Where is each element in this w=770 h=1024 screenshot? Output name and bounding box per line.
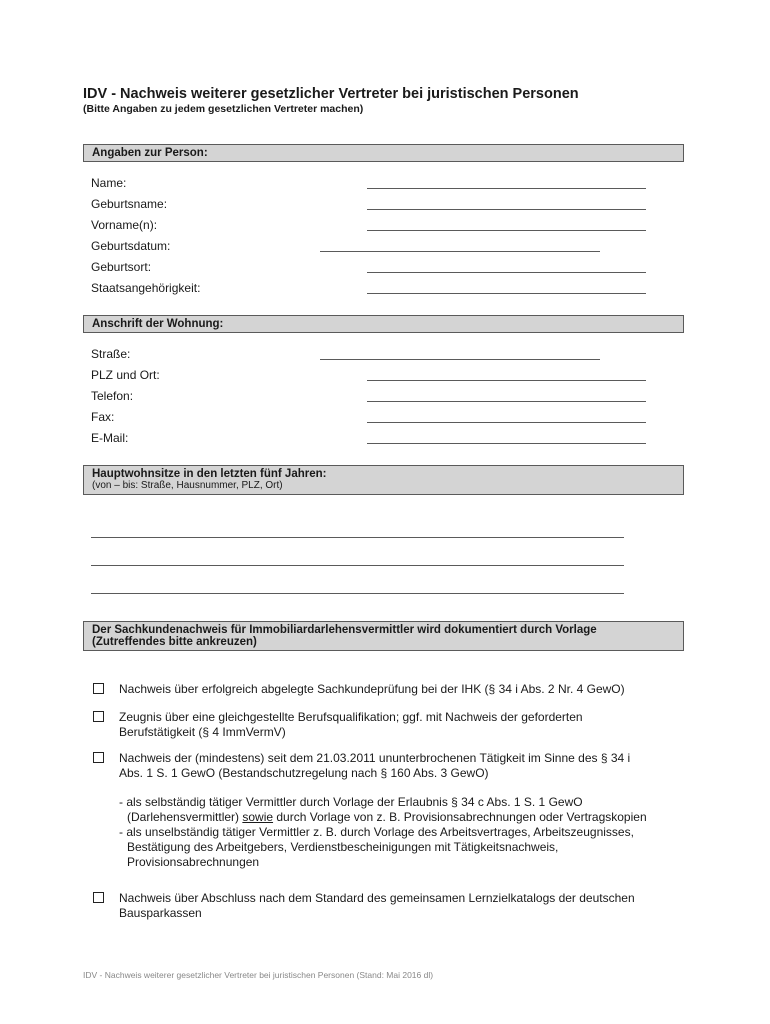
field-line-geburtsort[interactable] [367, 272, 646, 273]
section-subheading-residences: (von – bis: Straße, Hausnummer, PLZ, Ort) [92, 480, 283, 491]
field-line-geburtsdatum[interactable] [320, 251, 600, 252]
field-line-geburtsname[interactable] [367, 209, 646, 210]
field-line-plz-ort[interactable] [367, 380, 646, 381]
field-label-strasse: Straße: [91, 347, 131, 361]
sub-item-self-employed: - als selbständig tätiger Vermittler durch Vorlage der Erlaubnis § 34 c Abs. 1 S. 1 GewO (Darlehensvermittler) sowie durch Vorlage von z. B. Provisionsabrechnungen oder Vertragskopien [119, 795, 647, 824]
field-line-strasse[interactable] [320, 359, 600, 360]
section-heading-residences: Hauptwohnsitze in den letzten fünf Jahren: (von – bis: Straße, Hausnummer, PLZ, Ort) [83, 465, 684, 495]
residence-line-3[interactable] [91, 593, 624, 594]
checkbox-option-3[interactable] [93, 752, 104, 763]
section-heading-address: Anschrift der Wohnung: [83, 315, 684, 333]
field-line-staatsangehoerigkeit[interactable] [367, 293, 646, 294]
field-label-name: Name: [91, 176, 127, 190]
field-line-fax[interactable] [367, 422, 646, 423]
option-label-3: Nachweis der (mindestens) seit dem 21.03.2011 ununterbrochenen Tätigkeit im Sinne des § 34 i Abs. 1 S. 1 GewO (Bestandschutzregelung nach § 160 Abs. 3 GewO) [119, 751, 631, 780]
option-label-2: Zeugnis über eine gleichgestellte Berufsqualifikation; ggf. mit Nachweis der geforderten Berufstätigkeit (§ 4 ImmVermV) [119, 710, 583, 739]
residence-line-1[interactable] [91, 537, 624, 538]
field-label-fax: Fax: [91, 410, 115, 424]
checkbox-option-4[interactable] [93, 892, 104, 903]
field-label-geburtsname: Geburtsname: [91, 197, 168, 211]
document-subtitle: (Bitte Angaben zu jedem gesetzlichen Vertreter machen) [83, 103, 364, 115]
field-label-email: E-Mail: [91, 431, 129, 445]
page-footer: IDV - Nachweis weiterer gesetzlicher Vertreter bei juristischen Personen (Stand: Mai 2016 dl) [83, 970, 434, 980]
field-label-geburtsort: Geburtsort: [91, 260, 152, 274]
field-line-email[interactable] [367, 443, 646, 444]
field-label-telefon: Telefon: [91, 389, 134, 403]
field-line-name[interactable] [367, 188, 646, 189]
document-title: IDV - Nachweis weiterer gesetzlicher Vertreter bei juristischen Personen [83, 86, 579, 102]
option-label-1: Nachweis über erfolgreich abgelegte Sachkundeprüfung bei der IHK (§ 34 i Abs. 2 Nr. 4 GewO) [119, 682, 625, 696]
field-label-geburtsdatum: Geburtsdatum: [91, 239, 171, 253]
option-label-4: Nachweis über Abschluss nach dem Standard des gemeinsamen Lernzielkatalogs der deutschen Bausparkassen [119, 891, 635, 920]
section-heading-person: Angaben zur Person: [83, 144, 684, 162]
field-line-telefon[interactable] [367, 401, 646, 402]
field-line-vorname[interactable] [367, 230, 646, 231]
sub-item-employed: - als unselbständig tätiger Vermittler z. B. durch Vorlage des Arbeitsvertrages, Arbeitszeugnisses, Bestätigung des Arbeitgebers, Verdienstbescheinigungen mit Tätigkeitsnachweis, Provisionsabrechnungen [119, 825, 634, 869]
residence-line-2[interactable] [91, 565, 624, 566]
field-label-plz-ort: PLZ und Ort: [91, 368, 160, 382]
field-label-vorname: Vorname(n): [91, 218, 158, 232]
field-label-staatsangehoerigkeit: Staatsangehörigkeit: [91, 281, 201, 295]
section-heading-proof: Der Sachkundenachweis für Immobiliardarlehensvermittler wird dokumentiert durch Vorlage (Zutreffendes bitte ankreuzen) [83, 621, 684, 651]
option-3-sub-list [119, 795, 689, 870]
checkbox-option-1[interactable] [93, 683, 104, 694]
checkbox-option-2[interactable] [93, 711, 104, 722]
